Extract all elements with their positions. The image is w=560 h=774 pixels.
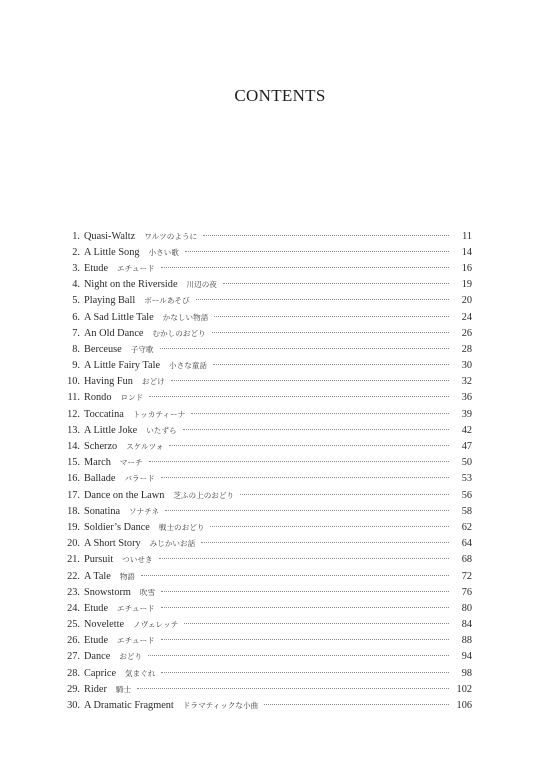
toc-entry-japanese-title: ワルツのように [144, 231, 198, 241]
toc-entry-page-number: 68 [461, 554, 472, 566]
toc-entry [58, 325, 472, 341]
toc-entry-number: 22. [67, 570, 80, 582]
toc-entry-japanese-title: 川辺の夜 [186, 280, 217, 290]
toc-entry-number: 17. [67, 489, 80, 501]
toc-entry-page-number: 80 [461, 602, 472, 614]
toc-entry-title: Pursuit [84, 554, 114, 566]
toc-entry-title: Quasi-Waltz [84, 230, 136, 242]
toc-entry-number: 3. [72, 262, 80, 274]
toc-entry-page-number: 84 [461, 619, 472, 631]
dot-leader [210, 526, 449, 527]
table-of-contents [58, 228, 472, 714]
toc-entry-japanese-title: 子守歌 [130, 344, 154, 354]
dot-leader [161, 672, 449, 673]
toc-entry-japanese-title: ソナチネ [129, 506, 160, 516]
toc-entry-title: Etude [84, 262, 109, 274]
toc-entry-number: 2. [72, 246, 80, 258]
toc-entry-title: Etude [84, 635, 109, 647]
toc-entry-number: 9. [72, 360, 80, 372]
toc-entry-title: A Little Joke [84, 424, 138, 436]
toc-entry-number: 27. [67, 651, 80, 663]
toc-entry-japanese-title: ついせき [122, 555, 153, 565]
toc-entry-japanese-title: マーチ [119, 458, 143, 468]
toc-entry-page-number: 62 [461, 521, 472, 533]
toc-entry-title: Having Fun [84, 376, 133, 388]
dot-leader [169, 445, 449, 446]
toc-entry-page-number: 24 [461, 311, 472, 323]
toc-entry-page-number: 53 [461, 473, 472, 485]
toc-entry-page-number: 11 [462, 230, 472, 242]
toc-entry-number: 30. [67, 700, 80, 712]
toc-entry-page-number: 94 [461, 651, 472, 663]
toc-entry [58, 568, 472, 584]
toc-entry-japanese-title: むかしのおどり [152, 328, 206, 338]
toc-entry-japanese-title: みじかいお話 [149, 539, 196, 549]
toc-entry [58, 277, 472, 293]
toc-entry-title: A Dramatic Fragment [84, 700, 174, 712]
toc-entry-japanese-title: ドラマティックな小曲 [182, 701, 259, 711]
toc-entry-title: Rider [84, 683, 107, 695]
toc-entry-title: A Short Story [84, 538, 141, 550]
toc-entry-title: Ballade [84, 473, 116, 485]
toc-entry-japanese-title: 騎士 [115, 684, 132, 694]
toc-entry-japanese-title: スケルツォ [126, 442, 164, 452]
dot-leader [213, 364, 449, 365]
toc-entry-title: Night on the Riverside [84, 279, 178, 291]
dot-leader [148, 655, 449, 656]
toc-entry [58, 665, 472, 681]
toc-entry-page-number: 20 [461, 295, 472, 307]
toc-entry-japanese-title: トッカティーナ [132, 409, 186, 419]
toc-entry-page-number: 19 [461, 279, 472, 291]
toc-entry [58, 584, 472, 600]
toc-entry [58, 552, 472, 568]
toc-entry-page-number: 98 [461, 667, 472, 679]
toc-entry [58, 649, 472, 665]
dot-leader [161, 477, 449, 478]
toc-entry-title: Caprice [84, 667, 117, 679]
toc-entry-japanese-title: 小さい歌 [148, 247, 179, 257]
toc-entry-japanese-title: ロンド [120, 393, 144, 403]
toc-entry-title: A Sad Little Tale [84, 311, 154, 323]
dot-leader [240, 494, 449, 495]
toc-entry-japanese-title: エチュード [117, 603, 155, 613]
dot-leader [185, 251, 449, 252]
toc-entry-number: 5. [72, 295, 80, 307]
toc-entry [58, 374, 472, 390]
toc-entry [58, 406, 472, 422]
toc-entry-japanese-title: いたずら [146, 425, 177, 435]
dot-leader [161, 591, 449, 592]
toc-entry-number: 14. [67, 441, 80, 453]
toc-entry-number: 8. [72, 343, 80, 355]
toc-entry-page-number: 102 [456, 683, 472, 695]
dot-leader [183, 429, 449, 430]
toc-entry-number: 28. [67, 667, 80, 679]
toc-entry-title: Snowstorm [84, 586, 131, 598]
toc-entry-title: Berceuse [84, 343, 122, 355]
toc-entry-page-number: 16 [461, 262, 472, 274]
toc-entry-number: 7. [72, 327, 80, 339]
toc-entry [58, 503, 472, 519]
toc-entry-japanese-title: ノヴェレッテ [133, 620, 179, 630]
toc-entry [58, 309, 472, 325]
toc-entry-page-number: 50 [461, 457, 472, 469]
toc-entry-number: 6. [72, 311, 80, 323]
dot-leader [149, 461, 449, 462]
toc-entry-number: 11. [67, 392, 80, 404]
toc-entry-page-number: 32 [461, 376, 472, 388]
toc-entry [58, 455, 472, 471]
toc-entry-title: Etude [84, 602, 109, 614]
toc-entry-title: Soldier’s Dance [84, 521, 150, 533]
toc-entry-number: 23. [67, 586, 80, 598]
toc-entry-title: Scherzo [84, 441, 118, 453]
dot-leader [223, 283, 449, 284]
toc-entry-japanese-title: バラード [124, 474, 155, 484]
toc-entry-title: An Old Dance [84, 327, 144, 339]
toc-entry-title: Playing Ball [84, 295, 136, 307]
dot-leader [160, 348, 449, 349]
toc-entry-page-number: 14 [461, 246, 472, 258]
dot-leader [149, 396, 449, 397]
toc-entry-number: 13. [67, 424, 80, 436]
dot-leader [201, 542, 449, 543]
dot-leader [165, 510, 449, 511]
toc-entry [58, 487, 472, 503]
toc-entry-title: March [84, 457, 111, 469]
toc-entry [58, 293, 472, 309]
toc-entry-japanese-title: おどけ [141, 377, 165, 387]
toc-entry-number: 20. [67, 538, 80, 550]
dot-leader [161, 267, 449, 268]
toc-entry-page-number: 58 [461, 505, 472, 517]
toc-entry-number: 18. [67, 505, 80, 517]
toc-entry-number: 26. [67, 635, 80, 647]
toc-entry-number: 19. [67, 521, 80, 533]
toc-entry-title: Sonatina [84, 505, 121, 517]
toc-entry [58, 341, 472, 357]
toc-entry-page-number: 39 [461, 408, 472, 420]
toc-entry-page-number: 64 [461, 538, 472, 550]
dot-leader [184, 623, 449, 624]
toc-entry-number: 16. [67, 473, 80, 485]
toc-entry [58, 358, 472, 374]
toc-entry [58, 244, 472, 260]
toc-entry-japanese-title: 小さな童話 [169, 361, 207, 371]
dot-leader [214, 316, 449, 317]
toc-entry-japanese-title: 芝ふの上のおどり [173, 490, 235, 500]
toc-entry [58, 390, 472, 406]
toc-entry-number: 25. [67, 619, 80, 631]
toc-entry-title: Dance on the Lawn [84, 489, 165, 501]
toc-entry-number: 12. [67, 408, 80, 420]
toc-entry-title: A Little Song [84, 246, 140, 258]
dot-leader [137, 688, 449, 689]
toc-entry-japanese-title: 吹雪 [139, 587, 156, 597]
dot-leader [159, 558, 449, 559]
toc-entry-page-number: 47 [461, 441, 472, 453]
dot-leader [196, 299, 449, 300]
toc-entry [58, 260, 472, 276]
toc-entry-japanese-title: エチュード [117, 636, 155, 646]
toc-entry-page-number: 76 [461, 586, 472, 598]
toc-entry-japanese-title: 物語 [119, 571, 136, 581]
toc-entry-title: A Tale [84, 570, 111, 582]
dot-leader [264, 704, 449, 705]
toc-entry-number: 24. [67, 602, 80, 614]
toc-entry-number: 4. [72, 279, 80, 291]
dot-leader [203, 235, 449, 236]
toc-entry [58, 471, 472, 487]
toc-entry-japanese-title: 戦士のおどり [158, 522, 205, 532]
toc-entry-page-number: 30 [461, 360, 472, 372]
dot-leader [141, 575, 449, 576]
toc-entry-title: Rondo [84, 392, 112, 404]
dot-leader [171, 380, 449, 381]
toc-entry [58, 519, 472, 535]
toc-entry-page-number: 72 [461, 570, 472, 582]
toc-entry-page-number: 36 [461, 392, 472, 404]
toc-entry [58, 536, 472, 552]
toc-entry [58, 633, 472, 649]
toc-entry-page-number: 88 [461, 635, 472, 647]
toc-entry-japanese-title: エチュード [117, 263, 155, 273]
toc-entry-title: Dance [84, 651, 111, 663]
toc-entry [58, 681, 472, 697]
toc-entry-japanese-title: おどり [119, 652, 143, 662]
toc-entry-number: 10. [67, 376, 80, 388]
toc-entry [58, 697, 472, 713]
toc-entry-number: 21. [67, 554, 80, 566]
toc-entry [58, 438, 472, 454]
dot-leader [212, 332, 449, 333]
dot-leader [191, 413, 449, 414]
toc-entry-page-number: 106 [456, 700, 472, 712]
toc-entry-page-number: 42 [461, 424, 472, 436]
toc-entry [58, 617, 472, 633]
toc-entry-title: Novelette [84, 619, 125, 631]
toc-entry-page-number: 26 [461, 327, 472, 339]
toc-entry-japanese-title: かなしい物語 [162, 312, 209, 322]
page-title: CONTENTS [234, 86, 326, 105]
toc-entry-japanese-title: ボールあそび [144, 296, 190, 306]
dot-leader [161, 607, 449, 608]
toc-entry-page-number: 56 [461, 489, 472, 501]
dot-leader [161, 639, 449, 640]
toc-entry-number: 1. [72, 230, 80, 242]
toc-entry-title: A Little Fairy Tale [84, 360, 161, 372]
toc-entry-number: 29. [67, 683, 80, 695]
toc-entry-japanese-title: 気まぐれ [125, 668, 156, 678]
toc-entry [58, 600, 472, 616]
toc-entry-page-number: 28 [461, 343, 472, 355]
toc-entry-number: 15. [67, 457, 80, 469]
toc-entry [58, 228, 472, 244]
toc-entry [58, 422, 472, 438]
toc-entry-title: Toccatina [84, 408, 124, 420]
